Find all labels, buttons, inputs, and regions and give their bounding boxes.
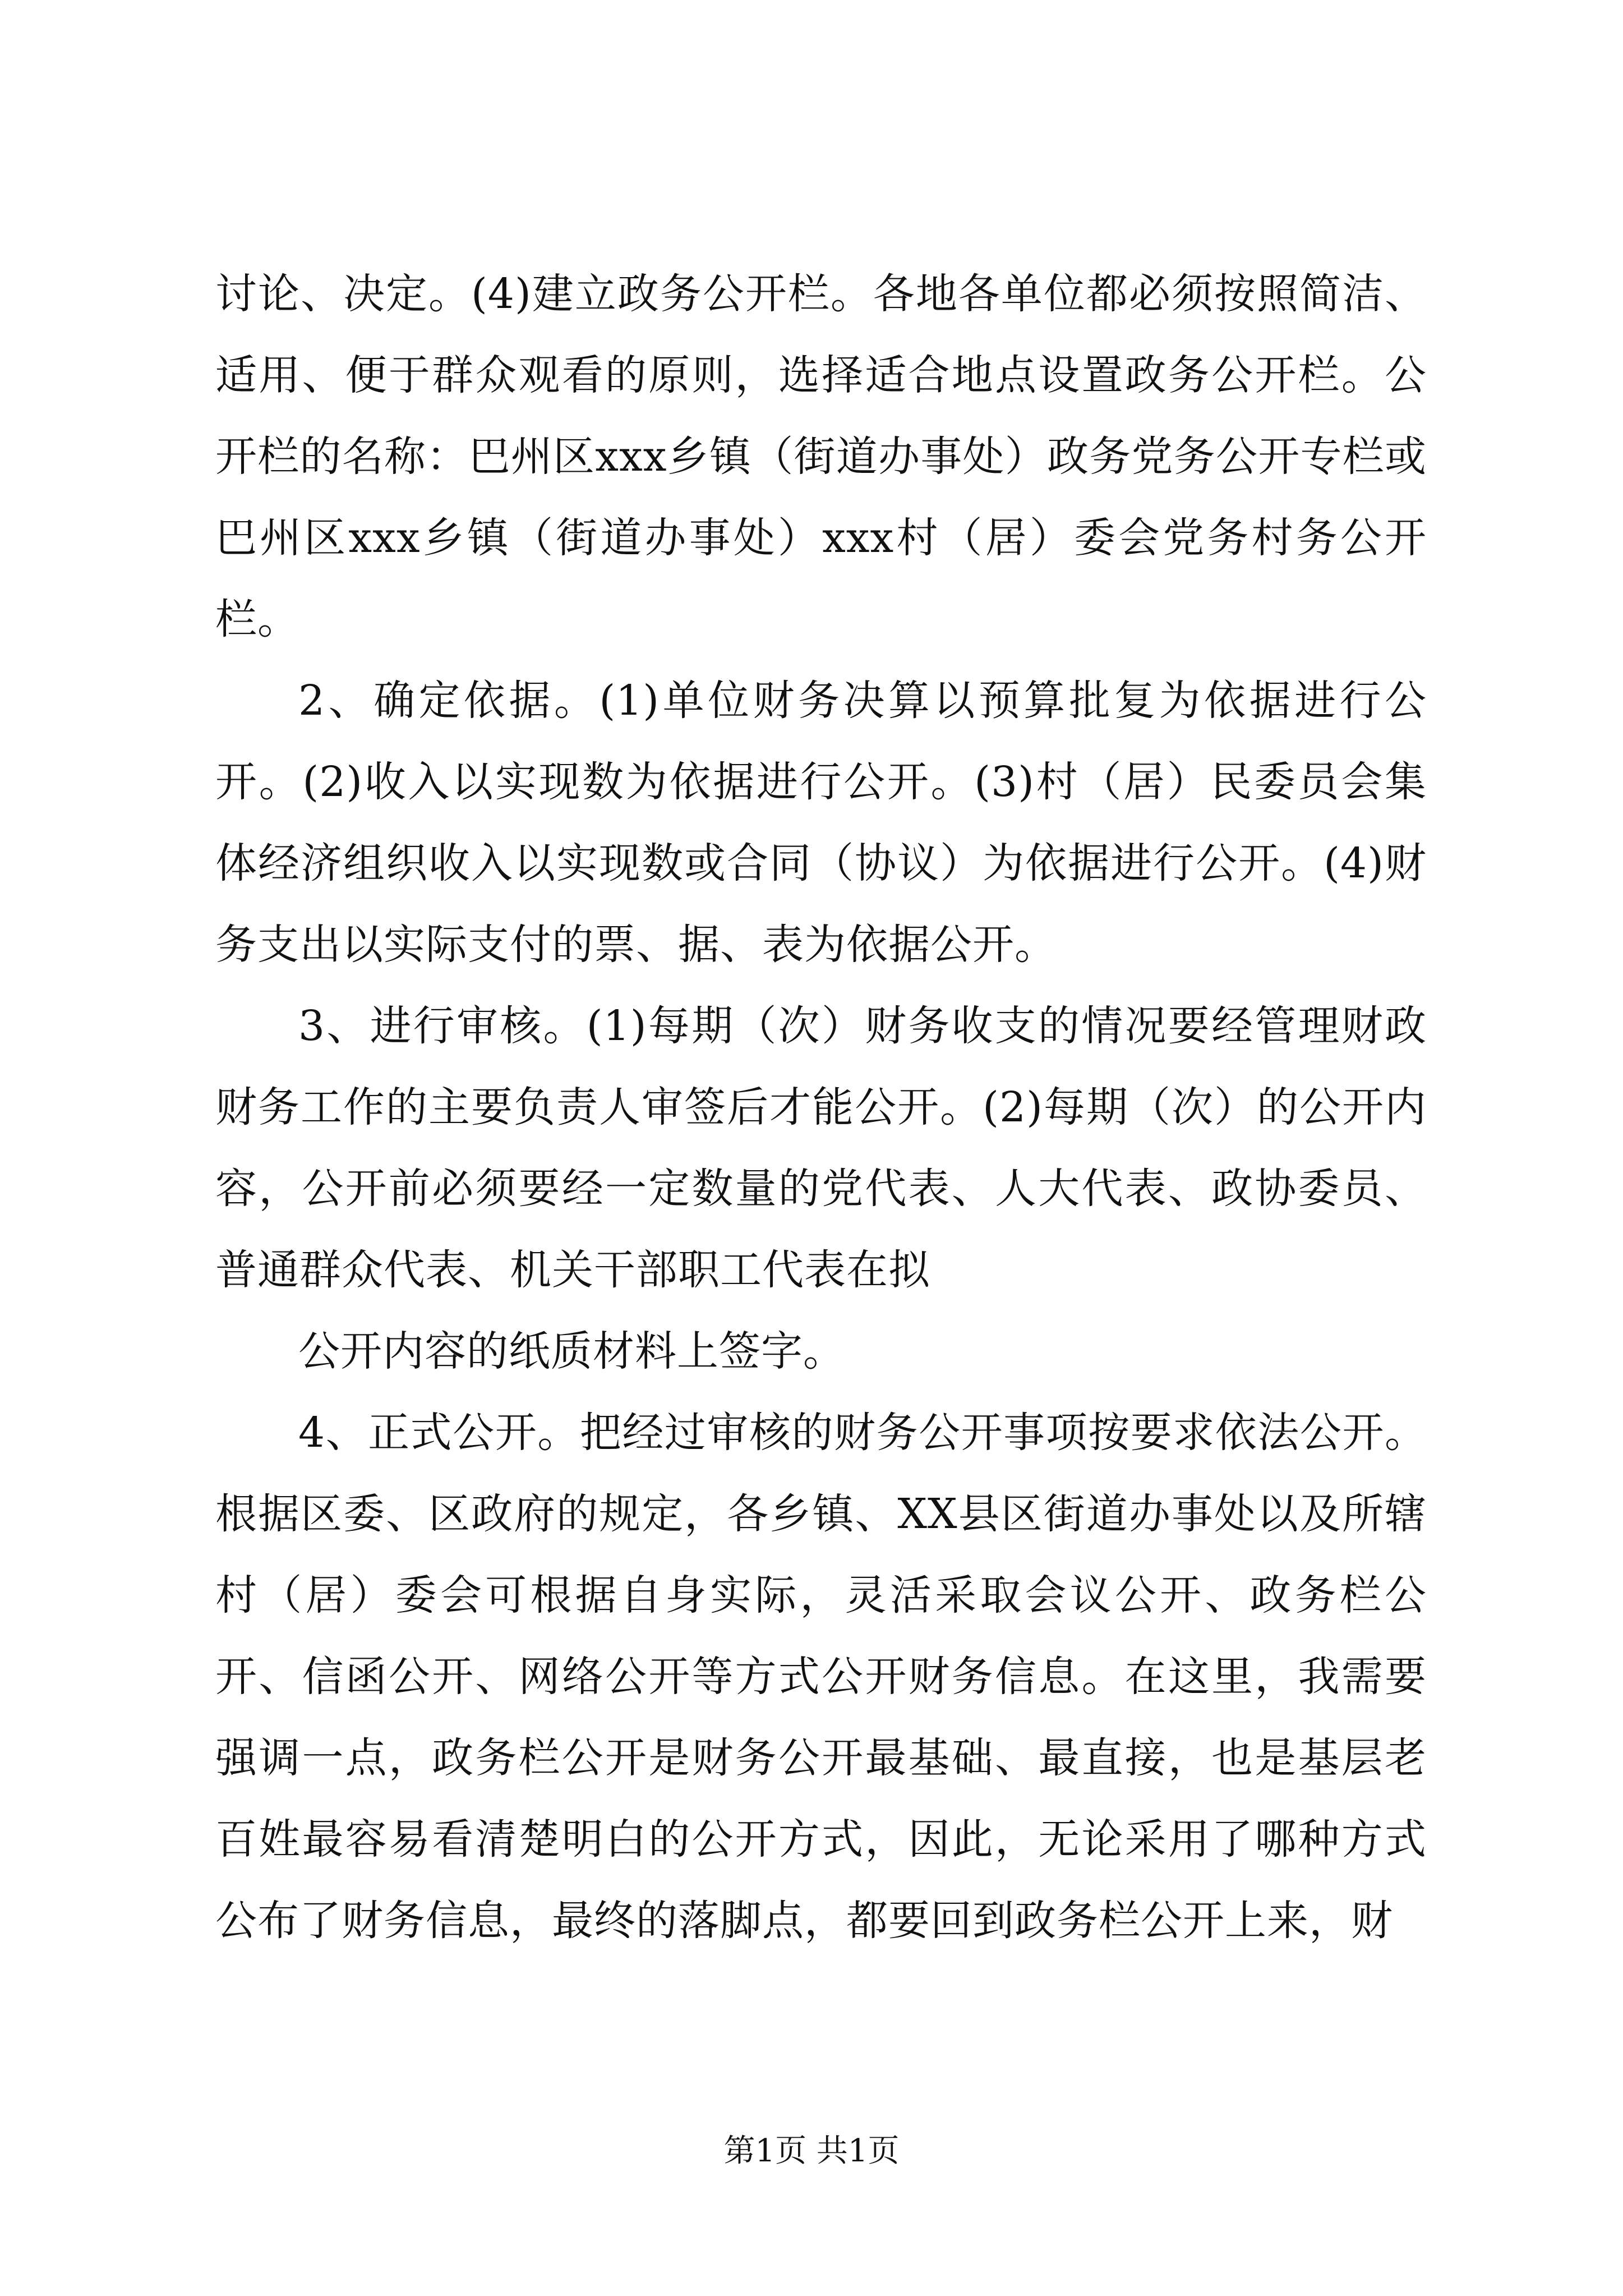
document-body [215,254,1427,1962]
paragraph-review: 3、进行审核。(1)每期（次）财务收支的情况要经管理财政财务工作的主要负责人审签后才能公开。(2)每期（次）的公开内容，公开前必须要经一定数量的党代表、人大代表、政协委员、普通群众代表、机关干部职工代表在拟 [215,1002,1427,1294]
paragraph-basis: 2、确定依据。(1)单位财务决算以预算批复为依据进行公开。(2)收入以实现数为依据进行公开。(3)村（居）民委员会集体经济组织收入以实现数或合同（协议）为依据进行公开。(4)财务支出以实际支付的票、据、表为依据公开。 [215,677,1427,969]
page-number-footer: 第1页 共1页 [723,2133,900,2169]
paragraph-continuation: 讨论、决定。(4)建立政务公开栏。各地各单位都必须按照简洁、适用、便于群众观看的原则，选择适合地点设置政务公开栏。公开栏的名称：巴州区xxx乡镇（街道办事处）政务党务公开专栏或巴州区xxx乡镇（街道办事处）xxx村（居）委会党务村务公开栏。 [215,270,1427,643]
paragraph-publication: 4、正式公开。把经过审核的财务公开事项按要求依法公开。根据区委、区政府的规定，各乡镇、XX县区街道办事处以及所辖村（居）委会可根据自身实际，灵活采取会议公开、政务栏公开、信函公开、网络公开等方式公开财务信息。在这里，我需要强调一点，政务栏公开是财务公开最基础、最直接，也是基层老百姓最容易看清楚明白的公开方式，因此，无论采用了哪种方式公布了财务信息，最终的落脚点，都要回到政务栏公开上来，财 [215,1409,1427,1945]
paragraph-signature: 公开内容的纸质材料上签字。 [298,1327,845,1375]
